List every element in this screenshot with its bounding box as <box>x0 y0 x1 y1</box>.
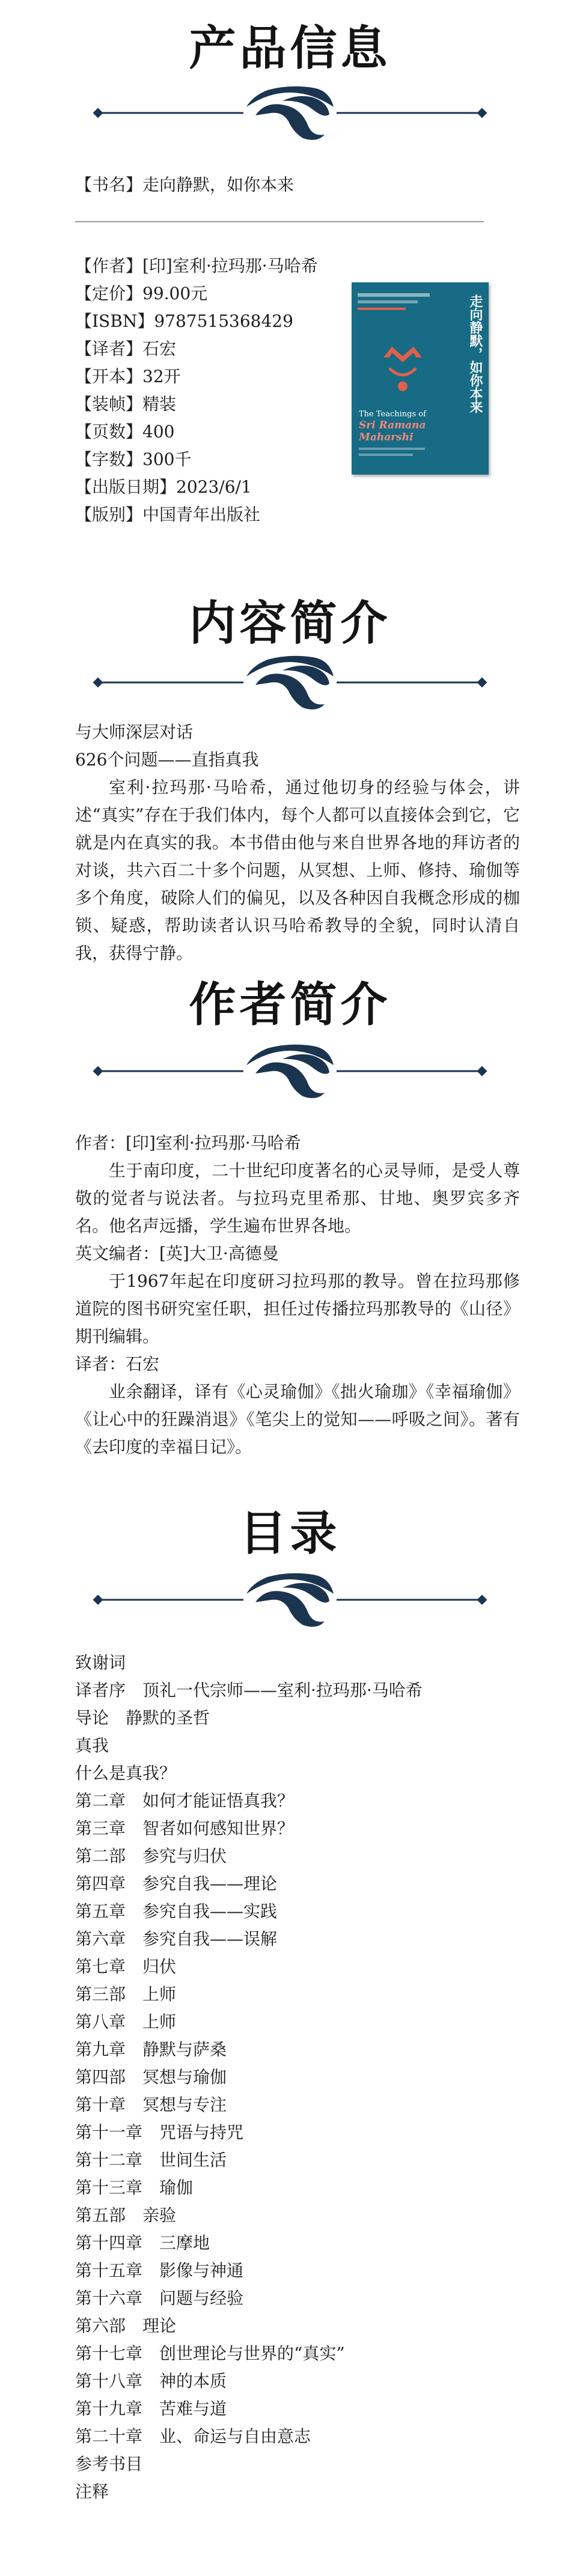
toc-item: 第三部 上师 <box>75 1984 177 2004</box>
emblem-divider-icon <box>0 1036 580 1102</box>
toc-item: 第十章 冥想与专注 <box>75 2095 227 2115</box>
section-title-toc: 目录 <box>239 1507 341 1561</box>
emblem-divider-icon <box>0 78 580 144</box>
toc-item: 第二部 参究与归伏 <box>75 1846 227 1866</box>
toc-item: 导论 静默的圣哲 <box>75 1708 210 1728</box>
toc-item: 第十八章 神的本质 <box>75 2371 227 2391</box>
toc-item: 译者序 顶礼一代宗师——室利·拉玛那·马哈希 <box>75 1680 423 1700</box>
emblem-divider-icon <box>0 648 580 714</box>
toc-item: 第七章 归伏 <box>75 1957 177 1976</box>
toc-item: 什么是真我？ <box>75 1763 177 1783</box>
toc-item: 第六章 参究自我——误解 <box>75 1929 278 1949</box>
book-title-line: 【书名】走向静默，如你本来 <box>75 175 295 195</box>
toc-item: 第十四章 三摩地 <box>75 2233 210 2253</box>
section-title-author: 作者简介 <box>189 978 391 1032</box>
toc-item: 第四部 冥想与瑜伽 <box>75 2067 227 2087</box>
toc-item: 第十六章 问题与经验 <box>75 2288 244 2308</box>
emblem-divider-icon <box>0 1565 580 1631</box>
toc-item: 第十五章 影像与神通 <box>75 2261 244 2280</box>
toc-item: 第五部 亲验 <box>75 2205 177 2225</box>
toc-item: 第十二章 世间生活 <box>75 2150 227 2170</box>
author-bio: 生于南印度，二十世纪印度著名的心灵导师，是受人尊敬的觉者与说法者。与拉玛克里希那、甘地、奥罗宾多齐名。他名声远播，学生遍布世界各地。 <box>75 1161 520 1236</box>
editor-bio: 于1967年起在印度研习拉玛那的教导。曾在拉玛那修道院的图书研究室任职，担任过传播拉玛那教导的《山径》期刊编辑。 <box>75 1271 520 1346</box>
cover-emblem-icon <box>379 339 427 396</box>
product-field: 【版别】中国青年出版社 <box>75 505 261 524</box>
cover-en-line2: Sri Ramana <box>359 419 426 431</box>
product-field: 【定价】99.00元 <box>75 284 208 303</box>
summary-line2: 626个问题——直指真我 <box>75 750 259 770</box>
product-field: 【出版日期】2023/6/1 <box>75 477 252 497</box>
summary-line1: 与大师深层对话 <box>75 722 194 742</box>
product-field: 【装帧】精装 <box>75 394 177 414</box>
toc-item: 第九章 静默与萨桑 <box>75 2040 227 2059</box>
toc-item: 第二十章 业、命运与自由意志 <box>75 2426 311 2446</box>
toc-item: 第二章 如何才能证悟真我？ <box>75 1791 295 1811</box>
toc-item: 第三章 智者如何感知世界？ <box>75 1818 295 1838</box>
product-field: 【开本】32开 <box>75 366 181 386</box>
author-line: 作者：[印]室利·拉玛那·马哈希 <box>75 1133 301 1153</box>
section-title-product: 产品信息 <box>189 22 391 76</box>
section-title-summary: 内容简介 <box>189 597 391 651</box>
cover-en-line1: The Teachings of <box>359 410 426 419</box>
product-field: 【作者】[印]室利·拉玛那·马哈希 <box>75 256 318 276</box>
translator-line: 译者：石宏 <box>75 1354 160 1374</box>
toc-item: 第六部 理论 <box>75 2316 177 2336</box>
translator-bio: 业余翻译，译有《心灵瑜伽》《拙火瑜珈》《幸福瑜伽》《让心中的狂躁消退》《笔尖上的觉知——呼吸之间》。著有《去印度的幸福日记》。 <box>75 1382 520 1457</box>
toc-item: 注释 <box>75 2482 109 2502</box>
toc-item: 参考书目 <box>75 2454 143 2474</box>
cover-en-line3: Maharshi <box>359 431 414 443</box>
toc-item: 第十七章 创世理论与世界的“真实” <box>75 2344 345 2363</box>
toc-item: 第十三章 瑜伽 <box>75 2178 194 2198</box>
toc-item: 第四章 参究自我——理论 <box>75 1874 278 1894</box>
book-cover-image <box>352 282 489 475</box>
product-field: 【ISBN】9787515368429 <box>75 311 293 331</box>
toc-item: 第十九章 苦难与道 <box>75 2399 227 2419</box>
toc-item: 致谢词 <box>75 1653 126 1672</box>
product-field: 【字数】300千 <box>75 449 192 469</box>
divider <box>75 221 484 222</box>
product-field: 【页数】400 <box>75 422 175 442</box>
toc-item: 第十一章 咒语与持咒 <box>75 2122 244 2142</box>
toc-item: 第五章 参究自我——实践 <box>75 1901 278 1921</box>
toc-item: 第八章 上师 <box>75 2012 177 2032</box>
summary-body: 室利·拉玛那·马哈希，通过他切身的经验与体会，讲述“真实”存在于我们体内，每个人都可以直接体会到它，它就是内在真实的我。本书借由他与来自世界各地的拜访者的对谈，共六百二十多个问题，从冥想、上师、修持、瑜伽等多个角度，破除人们的偏见，以及各种因自我概念形成的枷锁、疑惑，帮助读者认识马哈希教导的全貌，同时认清自我，获得宁静。 <box>75 777 520 963</box>
product-field: 【译者】石宏 <box>75 339 177 359</box>
cover-title: 走向静默，如你本来 <box>468 294 483 413</box>
toc-item: 真我 <box>75 1736 109 1755</box>
editor-line: 英文编者：[英]大卫·高德曼 <box>75 1244 279 1263</box>
